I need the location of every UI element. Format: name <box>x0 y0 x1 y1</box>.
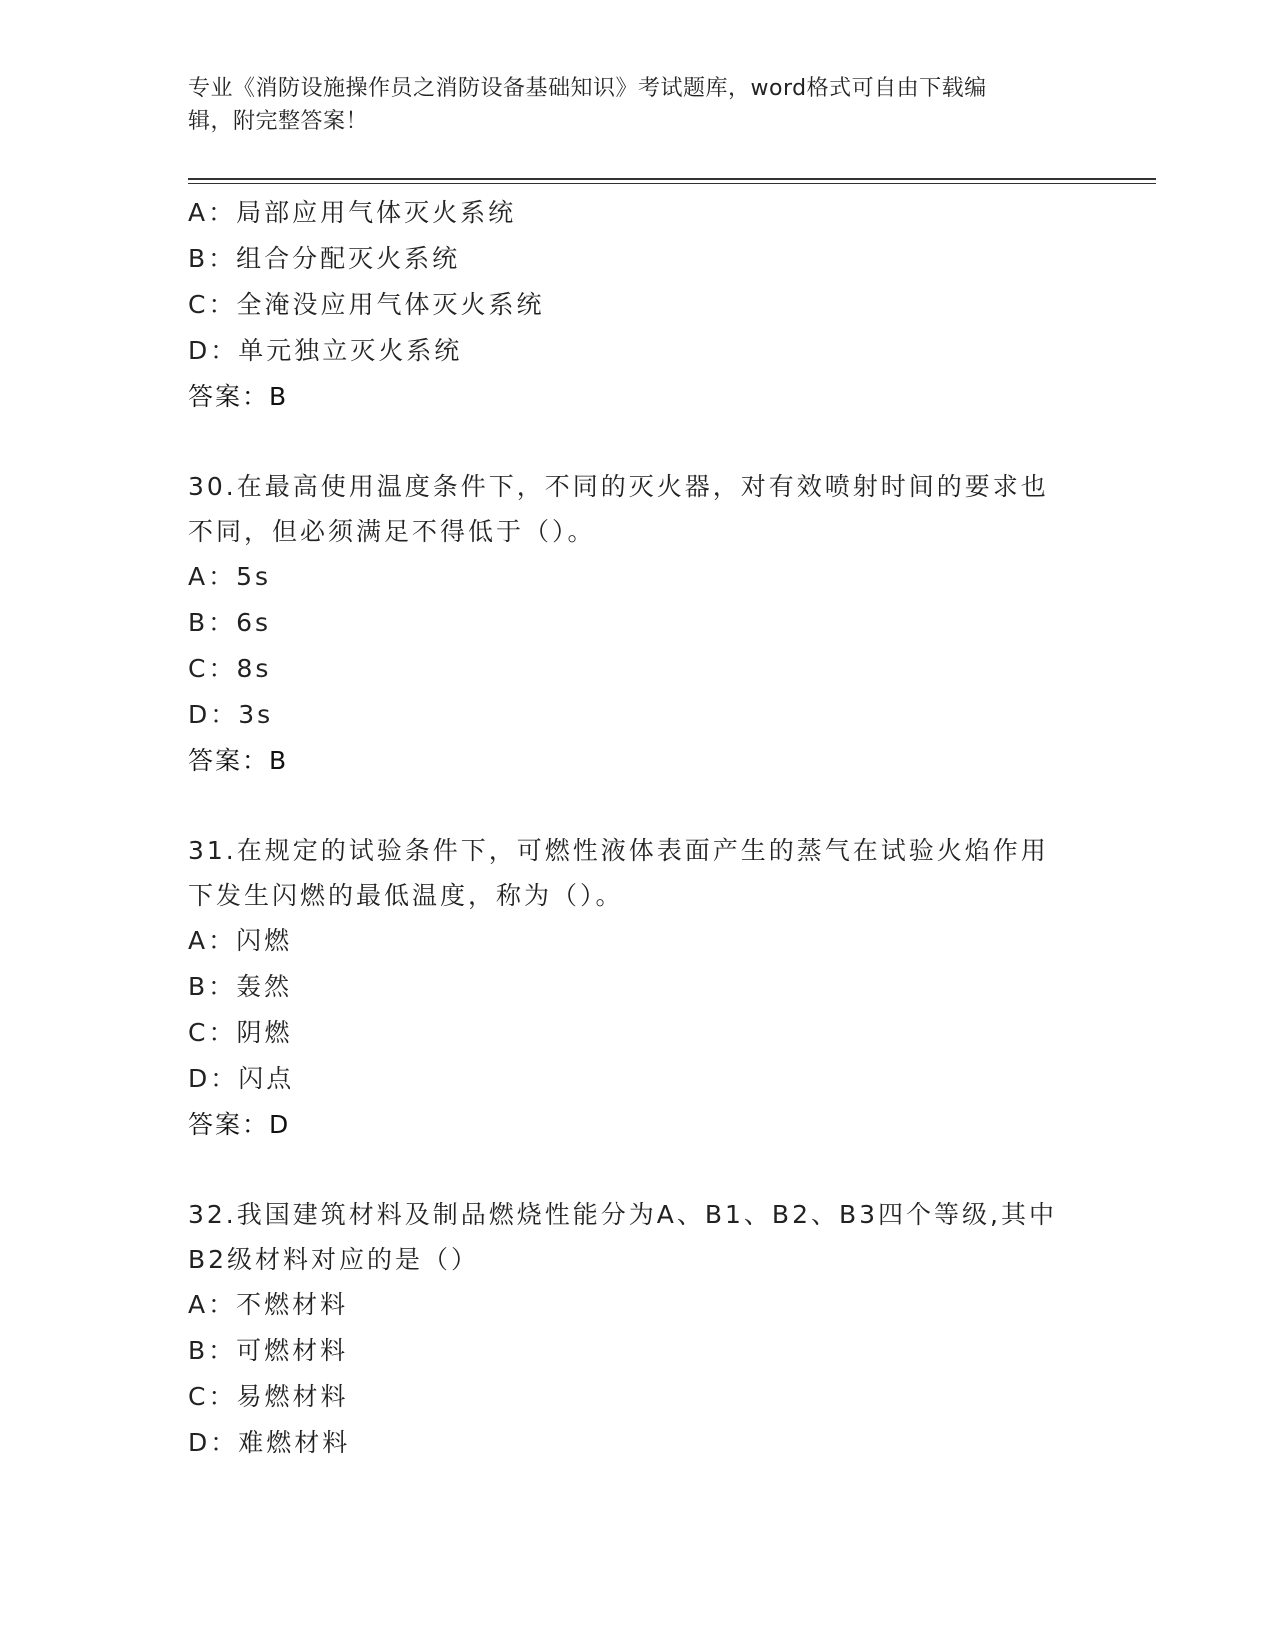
option-b: B：组合分配灭火系统 <box>188 244 461 273</box>
option-c: C：易燃材料 <box>188 1382 349 1411</box>
option-d: D：单元独立灭火系统 <box>188 336 463 365</box>
question-text-line-1: 32.我国建筑材料及制品燃烧性能分为A、B1、B2、B3四个等级,其中 <box>188 1200 1057 1229</box>
option-a: A：5s <box>188 562 272 591</box>
header-line-1: 专业《消防设施操作员之消防设备基础知识》考试题库，word格式可自由下载编 <box>188 76 987 101</box>
document-header <box>188 72 1068 138</box>
answer-line: 答案：B <box>188 382 289 411</box>
option-c: C：全淹没应用气体灭火系统 <box>188 290 545 319</box>
question-block-32 <box>188 1192 1088 1466</box>
option-d: D：难燃材料 <box>188 1428 351 1457</box>
question-text-line-2: 不同，但必须满足不得低于（）。 <box>188 517 596 546</box>
question-text <box>188 464 1088 554</box>
option-d: D：闪点 <box>188 1064 295 1093</box>
header-line-2: 辑，附完整答案！ <box>188 109 369 134</box>
option-a: A：不燃材料 <box>188 1290 349 1319</box>
answer-line: 答案：B <box>188 746 289 775</box>
question-block-31 <box>188 828 1088 1147</box>
question-text-line-2: B2级材料对应的是（） <box>188 1245 480 1274</box>
answer-line: 答案：D <box>188 1110 291 1139</box>
question-text-line-1: 31.在规定的试验条件下，可燃性液体表面产生的蒸气在试验火焰作用 <box>188 836 1049 865</box>
option-c: C：阴燃 <box>188 1018 293 1047</box>
question-text <box>188 1192 1088 1282</box>
header-divider <box>188 178 1156 184</box>
option-d: D：3s <box>188 700 274 729</box>
option-a: A：闪燃 <box>188 926 293 955</box>
option-b: B：可燃材料 <box>188 1336 349 1365</box>
option-b: B：轰然 <box>188 972 293 1001</box>
question-text-line-2: 下发生闪燃的最低温度，称为（）。 <box>188 881 624 910</box>
question-list <box>188 190 1088 1466</box>
question-block-29 <box>188 190 1088 419</box>
question-text-line-1: 30.在最高使用温度条件下，不同的灭火器，对有效喷射时间的要求也 <box>188 472 1049 501</box>
option-a: A：局部应用气体灭火系统 <box>188 198 517 227</box>
option-c: C：8s <box>188 654 272 683</box>
question-block-30 <box>188 464 1088 783</box>
option-b: B：6s <box>188 608 272 637</box>
question-text <box>188 828 1088 918</box>
